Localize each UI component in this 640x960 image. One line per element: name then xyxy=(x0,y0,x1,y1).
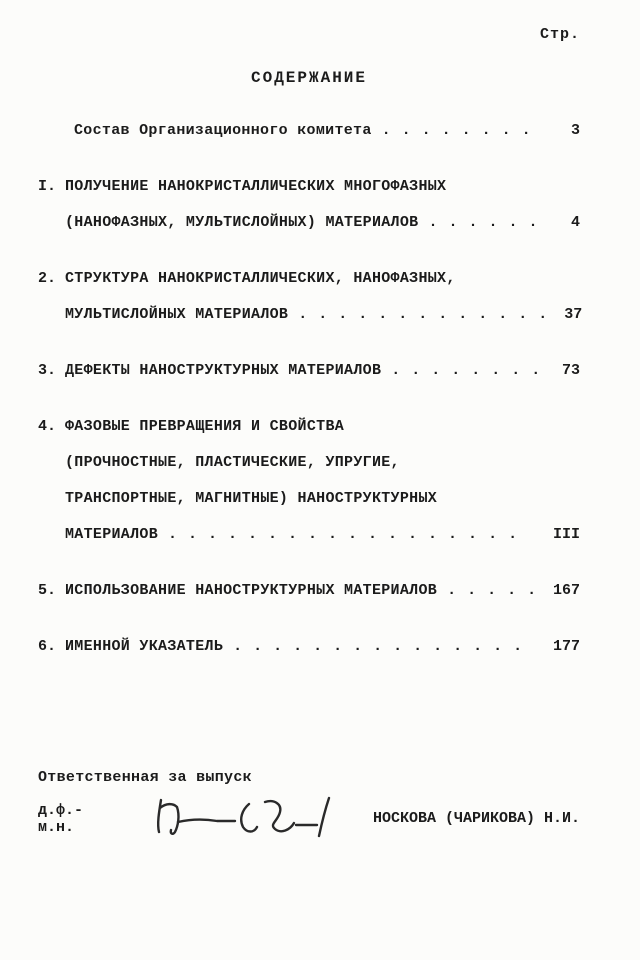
toc-entry-line xyxy=(38,517,580,553)
toc-entry-number: I. xyxy=(38,178,57,195)
academic-degree-label: д.ф.-м.н. xyxy=(38,801,84,836)
dot-leader: . . . . . . . . . . . . . xyxy=(298,306,549,323)
page-title: СОДЕРЖАНИЕ xyxy=(250,69,367,87)
dot-leader: . . . . . . . . . . . . . . . . . . xyxy=(168,526,519,543)
toc-entry xyxy=(38,169,580,241)
dot-leader: . . . . . . . . . . . . . . . xyxy=(233,638,524,655)
toc-entry-title: ДЕФЕКТЫ НАНОСТРУКТУРНЫХ МАТЕРИАЛОВ xyxy=(65,362,382,379)
toc-preamble-row xyxy=(38,113,580,149)
toc-entry-line xyxy=(38,353,580,389)
responsible-person-name: НОСКОВА (ЧАРИКОВА) Н.И. xyxy=(372,810,580,827)
responsible-for-issue-label: Ответственная за выпуск xyxy=(38,769,252,786)
toc-entry-number: 3. xyxy=(38,362,57,379)
toc-entry-title: (НАНОФАЗНЫХ, МУЛЬТИСЛОЙНЫХ) МАТЕРИАЛОВ xyxy=(65,214,419,231)
dot-leader: . . . . . xyxy=(447,582,538,599)
toc-entry xyxy=(38,629,580,665)
toc-entry-number: 6. xyxy=(38,638,57,655)
toc-entry-title: Состав Организационного комитета xyxy=(74,122,372,139)
toc-page-number: 167 xyxy=(552,582,580,599)
toc-entry xyxy=(38,573,580,609)
toc-page-number: 3 xyxy=(570,122,580,139)
dot-leader: . . . . . . . . xyxy=(391,362,542,379)
toc-page-number: 4 xyxy=(570,214,580,231)
toc-entry xyxy=(38,409,580,553)
toc-entry-line xyxy=(38,629,580,665)
toc-entry-line xyxy=(38,445,580,481)
toc-entry-title: МАТЕРИАЛОВ xyxy=(65,526,159,543)
toc-entry-line xyxy=(38,573,580,609)
toc-entry-number: 5. xyxy=(38,582,57,599)
toc-entry-title: СТРУКТУРА НАНОКРИСТАЛЛИЧЕСКИХ, НАНОФАЗНЫХ, xyxy=(65,270,456,287)
toc-entry-line xyxy=(38,481,580,517)
toc-entry-line xyxy=(38,297,583,333)
colophon xyxy=(38,769,580,845)
toc-entry-title: МУЛЬТИСЛОЙНЫХ МАТЕРИАЛОВ xyxy=(65,306,289,323)
toc-page-number: 73 xyxy=(561,362,580,379)
toc-entry-title: ИСПОЛЬЗОВАНИЕ НАНОСТРУКТУРНЫХ МАТЕРИАЛОВ xyxy=(65,582,438,599)
handwritten-signature xyxy=(151,792,347,845)
toc-page-number: 37 xyxy=(564,306,583,323)
toc-page-number: 177 xyxy=(552,638,580,655)
page-column-header: Стр. xyxy=(539,26,580,43)
toc-entry-title: (ПРОЧНОСТНЫЕ, ПЛАСТИЧЕСКИЕ, УПРУГИЕ, xyxy=(65,454,400,471)
table-of-contents xyxy=(38,113,583,665)
toc-page-number: III xyxy=(552,526,580,543)
dot-leader: . . . . . . xyxy=(428,214,539,231)
signature-row xyxy=(38,792,580,845)
toc-entry xyxy=(38,353,580,389)
dot-leader: . . . . . . . . xyxy=(381,122,532,139)
toc-entry-line xyxy=(38,261,580,297)
toc-entry xyxy=(38,261,583,333)
toc-entry-title: ТРАНСПОРТНЫЕ, МАГНИТНЫЕ) НАНОСТРУКТУРНЫХ xyxy=(65,490,438,507)
toc-entry-line xyxy=(38,409,580,445)
toc-entry-number: 4. xyxy=(38,418,57,435)
toc-entry-title: ПОЛУЧЕНИЕ НАНОКРИСТАЛЛИЧЕСКИХ МНОГОФАЗНЫХ xyxy=(65,178,447,195)
toc-entry-title: ИМЕННОЙ УКАЗАТЕЛЬ xyxy=(65,638,224,655)
toc-entry-line xyxy=(38,169,580,205)
toc-entry-title: ФАЗОВЫЕ ПРЕВРАЩЕНИЯ И СВОЙСТВА xyxy=(65,418,345,435)
toc-entry-line xyxy=(38,205,580,241)
toc-entry-number: 2. xyxy=(38,270,57,287)
